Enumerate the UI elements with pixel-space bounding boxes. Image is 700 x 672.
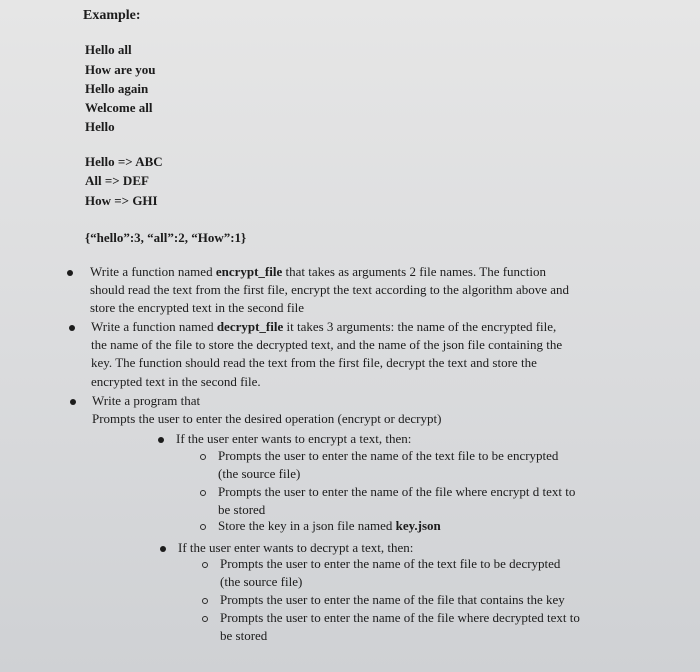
encrypt-item-1-line-2: (the source file) xyxy=(218,466,301,481)
mapping-line-2: All => DEF xyxy=(85,173,149,188)
mapping-line-3: How => GHI xyxy=(85,193,158,208)
decrypt-item-3-line-1: Prompts the user to enter the name of the file where decrypted text to xyxy=(220,610,580,625)
decrypt-case-heading: If the user enter wants to decrypt a text, then: xyxy=(178,540,414,555)
bullet-dot xyxy=(70,399,76,405)
decrypt-item-3-line-2: be stored xyxy=(220,628,268,643)
key-json-filename: key.json xyxy=(395,518,441,533)
circle-bullet-icon xyxy=(202,616,208,622)
bullet-1-text-pre: Write a function named xyxy=(90,264,216,279)
bullet-1-line-3: store the encrypted text in the second file xyxy=(90,300,305,315)
input-line-5: Hello xyxy=(85,119,115,134)
bullet-2-line-1 xyxy=(91,319,556,335)
input-line-4: Welcome all xyxy=(85,100,153,115)
bullet-2-line-4: encrypted text in the second file. xyxy=(91,374,261,389)
circle-bullet-icon xyxy=(200,454,206,460)
bullet-2-text-pre: Write a function named xyxy=(91,319,217,334)
encrypt-item-3-line-1 xyxy=(218,518,441,534)
bullet-1-line-1 xyxy=(90,264,546,280)
input-line-1: Hello all xyxy=(85,42,132,57)
decrypt-item-1-line-2: (the source file) xyxy=(220,574,303,589)
bullet-1-line-2: should read the text from the first file, encrypt the text according to the algorithm above and xyxy=(90,282,570,297)
decrypt-item-2-line-1: Prompts the user to enter the name of the file that contains the key xyxy=(220,592,565,607)
input-line-2: How are you xyxy=(85,62,156,77)
function-name-decrypt: decrypt_file xyxy=(216,319,284,334)
bullet-dot xyxy=(158,437,164,443)
circle-bullet-icon xyxy=(200,490,206,496)
bullet-1-text-post: that takes as arguments 2 file names. The function xyxy=(282,264,547,279)
bullet-dot xyxy=(69,325,75,331)
decrypt-item-1-line-1: Prompts the user to enter the name of the text file to be decrypted xyxy=(220,556,561,571)
bullet-2-line-3: key. The function should read the text from the first file, decrypt the text and store the xyxy=(91,355,537,370)
circle-bullet-icon xyxy=(202,562,208,568)
encrypt-case-heading: If the user enter wants to encrypt a text, then: xyxy=(176,431,412,446)
json-key-example: {“hello”:3, “all”:2, “How”:1} xyxy=(85,230,247,245)
bullet-3-line-1: Write a program that xyxy=(92,393,201,408)
bullet-2-text-post: it takes 3 arguments: the name of the encrypted file, xyxy=(283,319,557,334)
bullet-2-line-2: the name of the file to store the decrypted text, and the name of the json file containing the xyxy=(91,337,563,352)
encrypt-item-1-line-1: Prompts the user to enter the name of the text file to be encrypted xyxy=(218,448,559,463)
example-heading: Example: xyxy=(83,8,141,23)
input-line-3: Hello again xyxy=(85,81,149,96)
circle-bullet-icon xyxy=(200,524,206,530)
encrypt-item-2-line-2: be stored xyxy=(218,502,266,517)
bullet-dot xyxy=(160,546,166,552)
bullet-3-line-2: Prompts the user to enter the desired operation (encrypt or decrypt) xyxy=(92,411,442,426)
encrypt-item-3-text: Store the key in a json file named xyxy=(218,518,396,533)
encrypt-item-2-line-1: Prompts the user to enter the name of the file where encrypt d text to xyxy=(218,484,576,499)
circle-bullet-icon xyxy=(202,598,208,604)
bullet-dot xyxy=(67,270,73,276)
mapping-line-1: Hello => ABC xyxy=(85,154,163,169)
function-name-encrypt: encrypt_file xyxy=(215,264,283,279)
